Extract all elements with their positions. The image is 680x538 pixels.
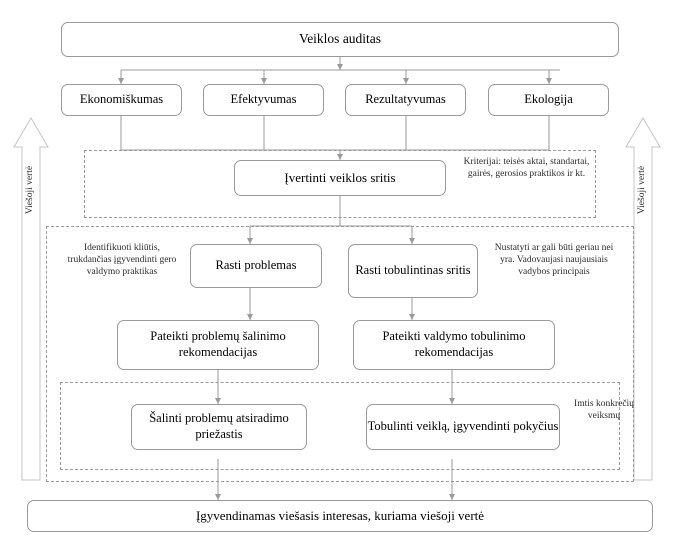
improvement-areas-box (348, 244, 478, 298)
eliminate-causes-box (131, 404, 307, 450)
criteria-box-efficiency-label: Efektyvumas (230, 92, 297, 107)
problems-box (190, 244, 322, 288)
assess-box (234, 160, 446, 196)
improvement-areas-box-label: Rasti tobulintinas sritis (355, 263, 471, 278)
criteria-box-ecology-label: Ekologija (524, 92, 573, 107)
recommend-management-box-label: Pateikti valdymo tobulinimo rekomendacijas (382, 329, 526, 359)
improve-activity-box (366, 404, 560, 450)
criteria-box-efficiency (203, 84, 324, 116)
right-note (492, 242, 616, 278)
left-value-arrow-label: Viešoji vertė (25, 165, 36, 215)
criteria-box-effectiveness (345, 84, 466, 116)
left-note (62, 242, 182, 278)
criteria-note-label: Kriterijai: teisės aktai, standartai, gairės, gerosios praktikos ir kt. (463, 157, 590, 180)
right-value-arrow-label: Viešoji vertė (637, 165, 648, 215)
recommend-problems-box (117, 320, 319, 370)
criteria-box-economy (61, 84, 182, 116)
outcome-box (27, 500, 653, 532)
eliminate-causes-box-label: Šalinti problemų atsiradimo priežastis (149, 411, 289, 441)
improve-activity-box-label: Tobulinti veiklą, įgyvendinti pokyčius (367, 419, 559, 434)
criteria-box-ecology (488, 84, 609, 116)
scope-note (570, 398, 638, 422)
criteria-box-economy-label: Ekonomiškumas (79, 92, 164, 107)
criteria-box-effectiveness-label: Rezultatyvumas (365, 92, 446, 107)
title-box (61, 22, 619, 57)
title-box-label: Veiklos auditas (298, 31, 382, 47)
right-note-label: Nustatyti ar gali būti geriau nei yra. Vadovaujasi naujausiais vadybos principais (494, 243, 614, 278)
left-note-label: Identifikuoti kliūtis, trukdančias įgyvendinti gero valdymo praktikas (67, 243, 177, 278)
recommend-management-box (353, 320, 555, 370)
scope-note-label: Imtis konkrečių veiksmų (574, 399, 634, 422)
assess-box-label: Įvertinti veiklos sritis (284, 169, 396, 185)
recommend-problems-box-label: Pateikti problemų šalinimo rekomendacijas (150, 329, 286, 359)
problems-box-label: Rasti problemas (215, 258, 297, 273)
criteria-note (459, 156, 594, 180)
outcome-box-label: Įgyvendinamas viešasis interesas, kuriama viešoji vertė (195, 507, 485, 523)
